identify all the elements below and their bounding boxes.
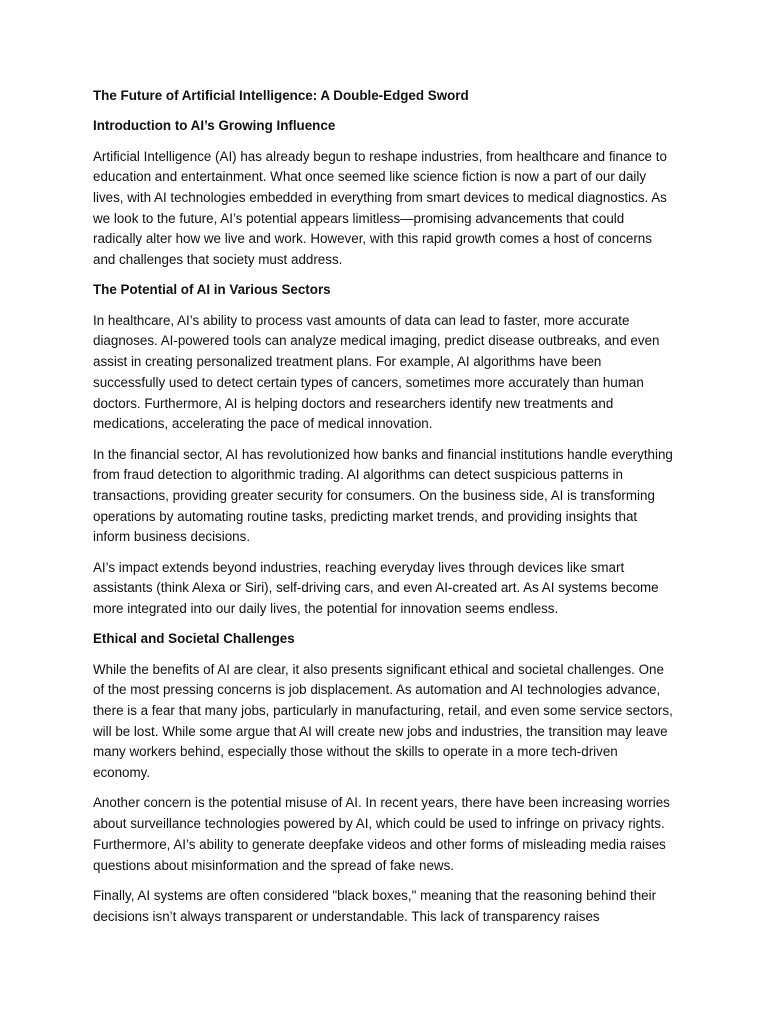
paragraph: In the financial sector, AI has revolutionized how banks and financial institutions handle everything from fraud detection to algorithmic trading. AI algorithms can detect suspicious patterns in transactions, providing greater security for consumers. On the business side, AI is transforming operations by automating routine tasks, predicting market trends, and providing insights that inform business decisions. [93, 446, 673, 545]
paragraph: Another concern is the potential misuse of AI. In recent years, there have been increasing worries about surveillance technologies powered by AI, which could be used to infringe on privacy rights. Furthermore, AI’s ability to generate deepfake videos and other forms of misleading media raises questions about misinformation and the spread of fake news. [93, 795, 670, 873]
section-heading-potential: The Potential of AI in Various Sectors [93, 282, 331, 298]
document-title: The Future of Artificial Intelligence: A Double-Edged Sword [93, 88, 469, 103]
paragraph: In healthcare, AI’s ability to process vast amounts of data can lead to faster, more accurate diagnoses. AI-powered tools can analyze medical imaging, predict disease outbreaks, and even assist in creating personalized treatment plans. For example, AI algorithms have been successfully used to detect certain types of cancers, sometimes more accurately than human doctors. Furthermore, AI is helping doctors and researchers identify new treatments and medications, accelerating the pace of medical innovation. [93, 312, 660, 432]
section-heading-introduction: Introduction to AI’s Growing Influence [93, 118, 336, 134]
paragraph: While the benefits of AI are clear, it also presents significant ethical and societal challenges. One of the most pressing concerns is job displacement. As automation and AI technologies advance, there is a fear that many jobs, particularly in manufacturing, retail, and even some service sectors, will be lost. While some argue that AI will create new jobs and industries, the transition may leave many workers behind, especially those without the skills to operate in a more tech-driven economy. [93, 661, 673, 781]
section-heading-ethical: Ethical and Societal Challenges [93, 631, 295, 647]
paragraph: Finally, AI systems are often considered "black boxes," meaning that the reasoning behind their decisions isn’t always transparent or understandable. This lack of transparency raises [93, 887, 657, 924]
document-body [93, 86, 677, 937]
paragraph: AI’s impact extends beyond industries, reaching everyday lives through devices like smart assistants (think Alexa or Siri), self-driving cars, and even AI-created art. As AI systems become more integrated into our daily lives, the potential for innovation seems endless. [93, 559, 659, 617]
paragraph: Artificial Intelligence (AI) has already begun to reshape industries, from healthcare and finance to education and entertainment. What once seemed like science fiction is now a part of our daily lives, with AI technologies embedded in everything from smart devices to medical diagnostics. As we look to the future, AI’s potential appears limitless—promising advancements that could radically alter how we live and work. However, with this rapid growth comes a host of concerns and challenges that society must address. [93, 148, 667, 268]
